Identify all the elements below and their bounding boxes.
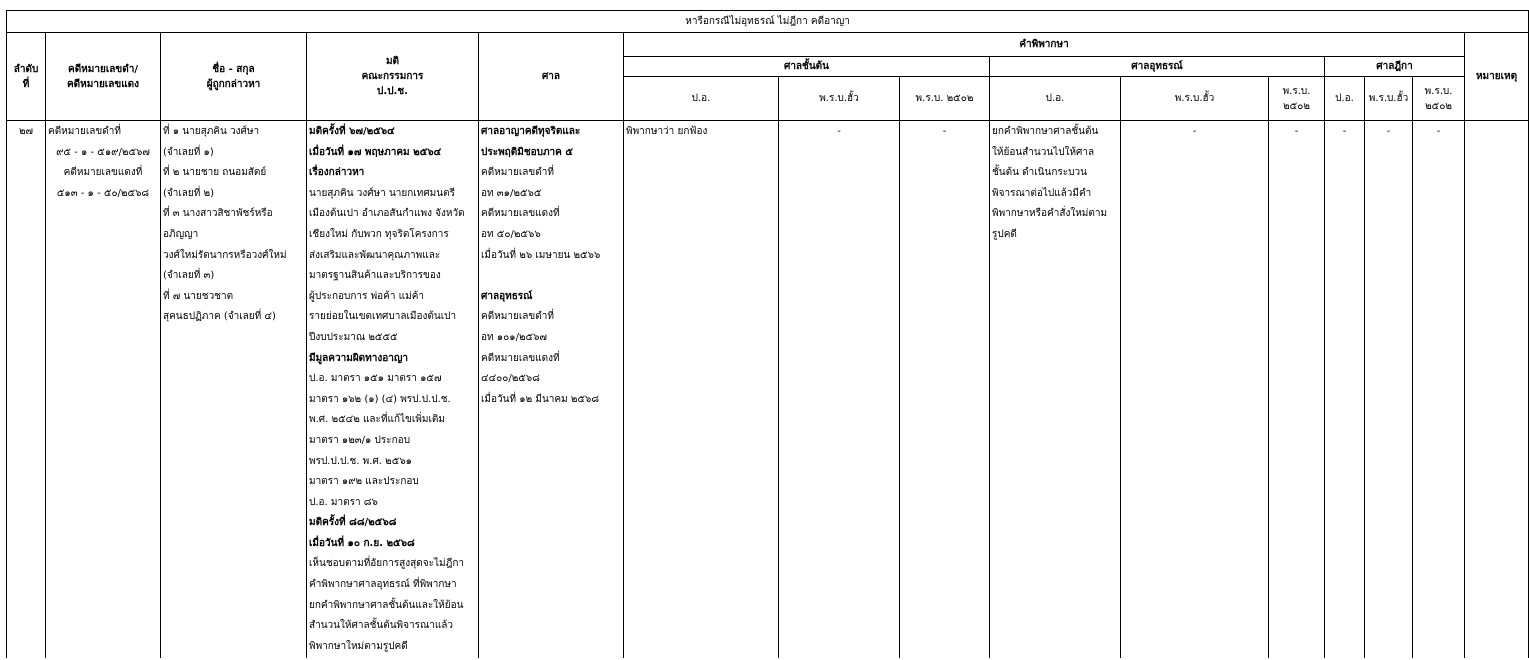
cell-remark [1465,121,1529,659]
header-case-no: คดีหมายเลขดำ/ คดีหมายเลขแดง [46,33,161,121]
header-supreme-2502 [1413,77,1465,121]
cell-first-hua: - [779,121,900,659]
header-no: ลำดับ ที่ [7,33,46,121]
cell-supreme-po: - [1325,121,1365,659]
spacer [481,266,621,287]
cell-appeal-po: ยกคำพิพากษาศาลชั้นต้น ให้ย้อนสำนวนไปให้ศาล ชั้นต้น ดำเนินกระบวน พิจารณาต่อไปแล้วมีคำ พิพากษาหรือคำสั่งใหม่ตาม รูปคดี [990,121,1121,659]
cell-first-po: พิพากษาว่า ยกฟ้อง [624,121,779,659]
header-first-hua: พ.ร.บ.ฮั้ว [779,77,900,121]
cell-first-2502: - [900,121,990,659]
cell-supreme-2502: - [1413,121,1465,659]
header-appeal-court: ศาลอุทธรณ์ [990,57,1325,77]
header-first-court: ศาลชั้นต้น [624,57,990,77]
header-supreme-po: ป.อ. [1325,77,1365,121]
cell-court: ศาลอาญาคดีทุจริตและ ประพฤติมิชอบภาค ๕ คดีหมายเลขดำที่ อท ๓๑/๒๕๖๕ คดีหมายเลขแดงที่ อท ๕๐/๒๕๖๖ เมื่อวันที่ ๒๖ เมษายน ๒๕๖๖ ศาลอุทธรณ์ คดีหมายเลขดำที่ อท ๑๐๑/๒๕๖๗ คดีหมายเลขแดงที่ ๔๔๐๐/๒๕๖๘ เมื่อวันที่ ๑๒ มีนาคม ๒๕๖๘ [479,121,624,659]
case-table [6,10,1529,658]
caption-row [7,11,1529,33]
document-table-wrapper [6,10,1518,660]
table-caption: หารือกรณีไม่อุทธรณ์ ไม่ฎีกา คดีอาญา [7,11,1529,33]
header-supreme-court: ศาลฎีกา [1325,57,1465,77]
header-remark: หมายเหตุ [1465,33,1529,121]
cell-appeal-hua: - [1121,121,1269,659]
cell-case-no: คดีหมายเลขดำที่ ๙๕ - ๑ - ๕๑๙/๒๕๖๗ คดีหมายเลขแดงที่ ๕๑๓ - ๑ - ๕๐/๒๕๖๘ [46,121,161,659]
header-judgment: คำพิพากษา [624,33,1465,57]
header-resolution: มติ คณะกรรมการ ป.ป.ช. [307,33,479,121]
header-row-1 [7,33,1529,57]
cell-supreme-hua: - [1365,121,1413,659]
header-supreme-hua: พ.ร.บ.ฮั้ว [1365,77,1413,121]
header-appeal-hua: พ.ร.บ.ฮั้ว [1121,77,1269,121]
header-supreme-2502-line: พ.ร.บ. [1424,85,1453,97]
cell-names: ที่ ๑ นายสุภคิน วงศ์ษา (จำเลยที่ ๑) ที่ ๒ นายชาย ถนอมสัตย์ (จำเลยที่ ๒) ที่ ๓ นางสาวสิชาพัชร์หรือ อภิญญา วงศ์ใหม่รัตนากรหรือวงศ์ใหม่ (จำเลยที่ ๓) ที่ ๗ นายชวชาต สุคนธปฏิภาค (จำเลยที่ ๔) [161,121,307,659]
header-appeal-2502: พ.ร.บ. ๒๕๐๒ [1269,77,1325,121]
header-first-2502: พ.ร.บ. ๒๕๐๒ [900,77,990,121]
cell-appeal-2502: - [1269,121,1325,659]
table-row [7,121,1529,659]
header-first-po: ป.อ. [624,77,779,121]
header-court: ศาล [479,33,624,121]
header-name: ชื่อ - สกุล ผู้ถูกกล่าวหา [161,33,307,121]
header-appeal-po: ป.อ. [990,77,1121,121]
header-supreme-2502-line: ๒๕๐๒ [1425,100,1452,112]
cell-no: ๒๗ [7,121,46,659]
cell-resolution: มติครั้งที่ ๖๗/๒๕๖๔ เมื่อวันที่ ๑๗ พฤษภาคม ๒๕๖๔ เรื่องกล่าวหา นายสุภคิน วงศ์ษา นายกเทศมนตรี เมืองต้นเปา อำเภอสันกำแพง จังหวัด เชียงใหม่ กับพวก ทุจริตโครงการ ส่งเสริมและพัฒนาคุณภาพและ มาตรฐานสินค้าและบริการของ ผู้ประกอบการ พ่อค้า แม่ค้า รายย่อยในเขตเทศบาลเมืองต้นเปา ปีงบประมาณ ๒๕๕๕ มีมูลความผิดทางอาญา ป.อ. มาตรา ๑๕๑ มาตรา ๑๕๗ มาตรา ๑๖๒ (๑) (๔) พรป.ป.ป.ช. พ.ศ. ๒๕๔๒ และที่แก้ไขเพิ่มเติม มาตรา ๑๒๓/๑ ประกอบ พรป.ป.ป.ช. พ.ศ. ๒๕๖๑ มาตรา ๑๙๒ และประกอบ ป.อ. มาตรา ๘๖ มติครั้งที่ ๘๘/๒๕๖๘ เมื่อวันที่ ๑๐ ก.ย. ๒๕๖๘ เห็นชอบตามที่อัยการสูงสุดจะไม่ฎีกา คำพิพากษาศาลอุทธรณ์ ที่พิพากษา ยกคำพิพากษาศาลชั้นต้นและให้ย้อน สำนวนให้ศาลชั้นต้นพิจารณาแล้ว พิพากษาใหม่ตามรูปคดี [307,121,479,659]
